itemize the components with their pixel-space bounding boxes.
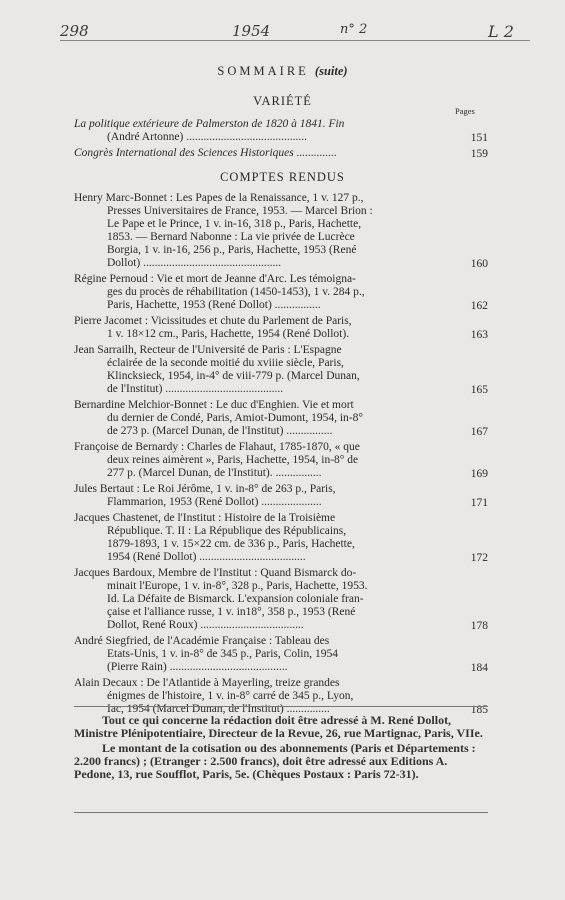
entry-line: Jacques Chastenet, de l'Institut : Histoire de la Troisième xyxy=(74,512,336,524)
entry-line: Iac, 1954 (Marcel Dunan, de l'Institut) ............... xyxy=(107,703,330,715)
entry-line: 1 v. 18×12 cm., Paris, Hachette, 1954 (René Dollot). xyxy=(107,328,350,340)
entry-line: Jean Sarrailh, Recteur de l'Université de Paris : L'Espagne xyxy=(74,344,342,356)
review-entry xyxy=(74,567,488,632)
handwritten-issue: n° 2 xyxy=(340,22,368,37)
variete-entry xyxy=(74,147,488,160)
entry-line: deux reines aimèrent », Paris, Hachette, 1954, in-8° de xyxy=(107,454,359,466)
entry-page: 171 xyxy=(470,497,488,509)
page-title xyxy=(0,64,565,79)
handwritten-mark: L 2 xyxy=(488,22,514,41)
section-heading-variete: VARIÉTÉ xyxy=(253,94,312,108)
entry-line: éclairée de la seconde moitié du xviiie siècle, Paris, xyxy=(107,357,344,369)
comptes-rendus-list xyxy=(74,192,488,719)
entry-line: République. T. II : La République des Républicains, xyxy=(107,525,347,537)
entry-page: 151 xyxy=(470,132,488,144)
handwritten-underline xyxy=(60,40,530,41)
title-text: SOMMAIRE xyxy=(217,64,309,78)
review-entry xyxy=(74,273,488,312)
divider xyxy=(74,706,488,707)
entry-line: Flammarion, 1953 (René Dollot) ..................... xyxy=(107,496,322,508)
entry-line: Jules Bertaut : Le Roi Jérôme, 1 v. in-8° de 263 p., Paris, xyxy=(74,483,336,495)
entry-line: (André Artonne) .......................................... xyxy=(107,131,307,143)
entry-line: Congrès International des Sciences Historiques .............. xyxy=(74,147,337,159)
entry-line: 1954 (René Dollot) ..................................... xyxy=(107,551,306,563)
entry-page: 167 xyxy=(470,426,488,438)
pages-column-label: Pages xyxy=(455,106,475,116)
entry-line: Borgia, 1 v. in-16, 256 p., Paris, Hachette, 1953 (René xyxy=(107,244,357,256)
entry-line: Presses Universitaires de France, 1953. — Marcel Brion : xyxy=(107,205,373,217)
review-entry xyxy=(74,677,488,716)
entry-line: énigmes de l'histoire, 1 v. in-8° carré de 345 p., Lyon, xyxy=(107,690,354,702)
handwritten-page-number: 298 xyxy=(60,22,89,40)
review-entry xyxy=(74,441,488,480)
section-heading-comptes-rendus: COMPTES RENDUS xyxy=(220,170,345,184)
entry-line: Henry Marc-Bonnet : Les Papes de la Renaissance, 1 v. 127 p., xyxy=(74,192,364,204)
entry-line: Le Pape et le Prince, 1 v. in-16, 318 p., Paris, Hachette, xyxy=(107,218,362,230)
entry-page: 185 xyxy=(470,704,488,716)
variete-list xyxy=(74,118,488,163)
entry-line: La politique extérieure de Palmerston de 1820 à 1841. Fin xyxy=(74,118,345,130)
variete-entry xyxy=(74,118,488,144)
title-suite: (suite) xyxy=(314,64,348,78)
entry-line: Bernardine Melchior-Bonnet : Le duc d'Enghien. Vie et mort xyxy=(74,399,354,411)
review-entry xyxy=(74,635,488,674)
entry-page: 159 xyxy=(470,148,488,160)
entry-line: Pierre Jacomet : Vicissitudes et chute du Parlement de Paris, xyxy=(74,315,352,327)
entry-line: Paris, Hachette, 1953 (René Dollot) ................ xyxy=(107,299,321,311)
entry-line: 277 p. (Marcel Dunan, de l'Institut). ................ xyxy=(107,467,322,479)
editorial-notice xyxy=(74,714,488,783)
entry-page: 163 xyxy=(470,329,488,341)
entry-line: Id. La Défaite de Bismarck. L'expansion coloniale fran- xyxy=(107,593,364,605)
entry-page: 172 xyxy=(470,552,488,564)
entry-page: 178 xyxy=(470,620,488,632)
entry-line: Etats-Unis, 1 v. in-8° de 345 p., Paris, Colin, 1954 xyxy=(107,648,338,660)
entry-line: Alain Decaux : De l'Atlantide à Mayerling, treize grandes xyxy=(74,677,340,689)
entry-line: Jacques Bardoux, Membre de l'Institut : Quand Bismarck do- xyxy=(74,567,357,579)
entry-line: Klincksieck, 1954, in-4° de viii-779 p. (Marcel Dunan, xyxy=(107,370,360,382)
review-entry xyxy=(74,315,488,341)
entry-line: Dollot) ................................................ xyxy=(107,257,282,269)
entry-page: 169 xyxy=(470,468,488,480)
notice-abonnements: Le montant de la cotisation ou des abonnements (Paris et Départements : 2.200 francs) ; (Etranger : 2.500 francs), doit être adressé aux Editions A. Pedone, 13, rue Soufflot, Paris, 5e. (Chèques Postaux : Paris 72-31). xyxy=(74,741,476,781)
review-entry xyxy=(74,192,488,270)
entry-line: çaise et l'alliance russe, 1 v. in18°, 358 p., 1953 (René xyxy=(107,606,356,618)
entry-line: minait l'Europe, 1 v. in-8°, 328 p., Paris, Hachette, 1953. xyxy=(107,580,368,592)
entry-line: ges du procès de réhabilitation (1450-1453), 1 v. 284 p., xyxy=(107,286,365,298)
entry-line: André Siegfried, de l'Académie Française : Tableau des xyxy=(74,635,330,647)
review-entry xyxy=(74,344,488,396)
entry-line: de 273 p. (Marcel Dunan, de l'Institut) ................ xyxy=(107,425,333,437)
entry-line: Françoise de Bernardy : Charles de Flahaut, 1785-1870, « que xyxy=(74,441,360,453)
notice-redaction: Tout ce qui concerne la rédaction doit être adressé à M. René Dollot, Ministre Plénipotentiaire, Directeur de la Revue, 26, rue Martignac, Paris, VIIe. xyxy=(74,713,483,740)
entry-page: 184 xyxy=(470,662,488,674)
entry-line: Régine Pernoud : Vie et mort de Jeanne d'Arc. Les témoigna- xyxy=(74,273,356,285)
review-entry xyxy=(74,483,488,509)
review-entry xyxy=(74,399,488,438)
entry-line: (Pierre Rain) ......................................... xyxy=(107,661,288,673)
entry-page: 165 xyxy=(470,384,488,396)
entry-line: de l'Institut) ......................................... xyxy=(107,383,284,395)
review-entry xyxy=(74,512,488,564)
entry-page: 162 xyxy=(470,300,488,312)
entry-page: 160 xyxy=(470,258,488,270)
divider xyxy=(74,812,488,813)
entry-line: du dernier de Condé, Paris, Amiot-Dumont, 1954, in-8° xyxy=(107,412,363,424)
entry-line: 1853. — Bernard Nabonne : La vie privée de Lucrèce xyxy=(107,231,355,243)
entry-line: 1879-1893, 1 v. 15×22 cm. de 336 p., Paris, Hachette, xyxy=(107,538,355,550)
entry-line: Dollot, René Roux) .................................... xyxy=(107,619,304,631)
handwritten-year: 1954 xyxy=(232,22,271,40)
